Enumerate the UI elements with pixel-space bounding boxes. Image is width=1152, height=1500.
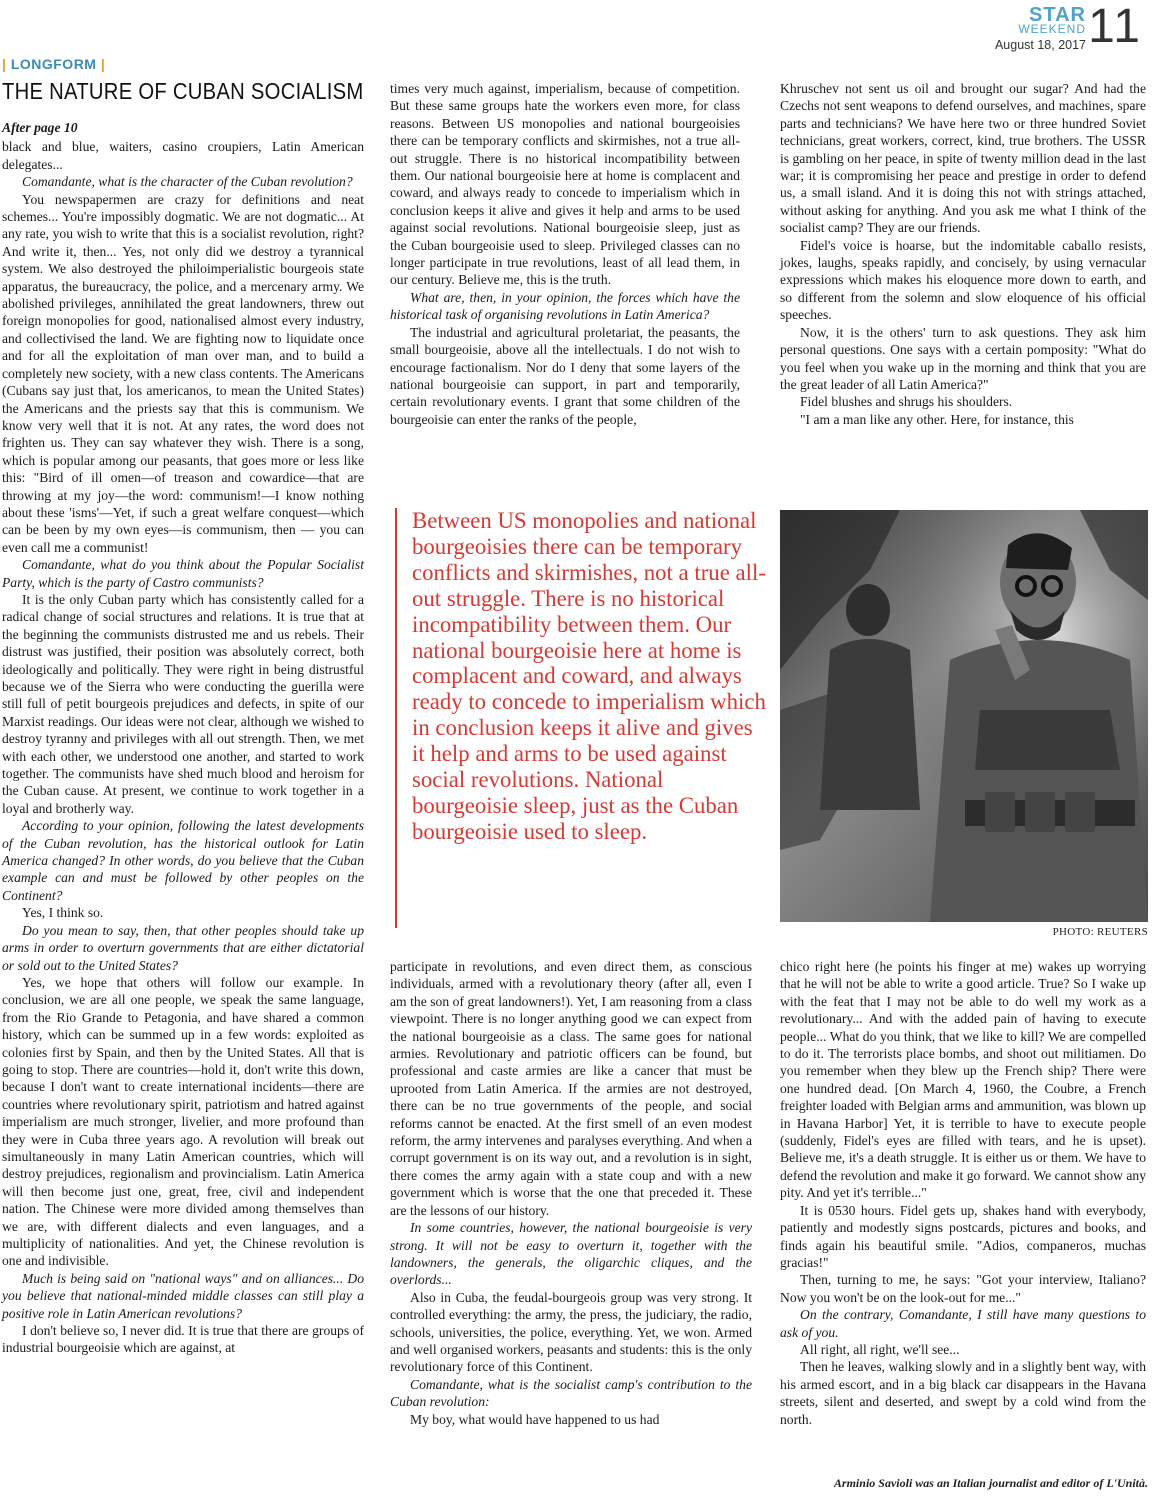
interview-question: Comandante, what do you think about the Popular Socialist Party, which is the party of Castro communists? [2,557,364,590]
interview-question: According to your opinion, following the latest developments of the Cuban revolution, has the historical outlook for Latin America changed? In other words, do you believe that the Cuban example can and must be followed by other peoples on the Continent? [2,818,364,903]
body-paragraph: Fidel's voice is hoarse, but the indomitable caballo resists, jokes, laughs, speaks rapidly, and concisely, by using vernacular expressions which makes his eloquence more down to earth, and so different from the solemn and slow eloquence of his official speeches. [780,237,1146,323]
body-paragraph: It is the only Cuban party which has consistently called for a radical change of social structures and relations. It is true that at the beginning the communists distrusted me and us rebels. Their distrust was justified, their position was absolutely correct, both ideologically and politically. They were right in being distrustful because we of the Sierra who were conducting the guerilla were still full of petit bourgeois prejudices and defects, in spite of our Marxist readings. Our ideas were not clear, although we wished to destroy tyranny and privileges with all out strength. Then, we met with each other, we understood one another, and started to work together. The communists have shed much blood and heroism for the Cuban cause. At present, we continue to work together in a loyal and brotherly way. [2,591,364,816]
interview-question: Do you mean to say, then, that other peoples should take up arms in order to overturn governments that are either dictatorial or sold out to the United States? [2,922,364,973]
body-paragraph: I don't believe so, I never did. It is true that there are groups of industrial bourgeoisie which are against, at [2,1323,364,1356]
section-rubric [2,56,105,72]
issue-date: August 18, 2017 [994,38,1086,52]
body-paragraph: Also in Cuba, the feudal-bourgeois group was very strong. It controlled everything: the army, the press, the judiciary, the radio, schools, universities, the police, everything. Yet, we won. Armed and well organised workers, peasants and students: this is the only revolutionary force of this Continent. [390,1289,752,1375]
body-paragraph: You newspapermen are crazy for definitions and neat schemes... You're impossibly dogmatic. We are not dogmatic... At any rate, you wish to write that this is a socialist revolution, right? And write it, then... Yes, not only did we destroy a tyrannical system. We also destroyed the philoimperialistic bourgeois state apparatus, the bureaucracy, the police, and a mercenary army. We abolished privileges, annihilated the great landowners, threw out foreign monopolies for good, nationalised almost every industry, and collectivised the land. We are fighting now to liquidate once and for all the exploitation of man over man, and to build a completely new society, with a new class contents. The Americans (Cubans say just that, los americanos, to mean the United States) the Americans and the priests say that this is communism. We know very well that it is not. At any rates, the word does not frighten us. They can say whatever they wish. There is a song, which is popular among our peasants, that goes more or less like this: "Bird of ill omen—of treason and cowardice—that are throwing at my joy—the word: communism!—I know nothing about these 'isms'—Yet, if such a great welfare conquest—which can be been by my own eyes—is communism, then — you can even call me a communist! [2,191,364,555]
body-paragraph: It is 0530 hours. Fidel gets up, shakes hand with everybody, patiently and modestly signs postcards, pictures and books, and finds again his beautiful smile. "Adios, companeros, muchas gracias!" [780,1202,1146,1270]
article-column-1 [2,119,364,1357]
body-paragraph: "I am a man like any other. Here, for instance, this [800,411,1074,427]
body-paragraph: The industrial and agricultural proletariat, the peasants, the small bourgeoisie, above all the intellectuals. I do not wish to encourage factionalism. Nor do I deny that some layers of the national bourgeoisie can support, in part and temporarily, certain revolutionary events. I grant that some children of the bourgeoisie can enter the ranks of the people, [390,324,740,427]
pull-quote [395,508,770,928]
column-1-body [2,138,364,1356]
article-column-3-top [780,80,1146,428]
pull-quote-text: Between US monopolies and national bourgeoisies there can be temporary conflicts and skirmishes, not a true all-out struggle. There is no historical incompatibility between them. Our national bourgeoisie here at home is complacent and coward, and always ready to concede to imperialism which in conclusion keeps it alive and gives it help and arms to be used against social revolutions. National bourgeoisie sleep, just as the Cuban bourgeoisie used to sleep. [412,508,766,844]
author-note: Arminio Savioli was an Italian journalist and editor of L'Unità. [833,1476,1148,1490]
body-paragraph: All right, all right, we'll see... [800,1341,960,1357]
body-paragraph: Fidel blushes and shrugs his shoulders. [800,394,1013,410]
photo-credit: PHOTO: REUTERS [1052,926,1148,938]
interview-question: In some countries, however, the national bourgeoisie is very strong. It will not be easy to overturn it, together with the landowners, the generals, the oligarchic cliques, and the overlords... [390,1220,752,1288]
article-headline: THE NATURE OF CUBAN SOCIALISM [2,78,364,104]
body-paragraph: My boy, what would have happened to us had [410,1411,660,1427]
body-paragraph: black and blue, waiters, casino croupiers, Latin American delegates... [2,139,364,172]
body-paragraph: Now, it is the others' turn to ask questions. They ask him personal questions. One says with a certain pomposity: "What do you feel when you wake up in the morning and think that you are the great leader of all Latin America?" [780,324,1146,392]
body-paragraph: Then, turning to me, he says: "Got your interview, Italiano? Now you won't be on the look-out for me..." [780,1272,1146,1305]
interview-question: Much is being said on "national ways" and on alliances... Do you believe that national-minded middle classes can still play a positive role in Latin American revolutions? [2,1270,364,1321]
rubric-label: LONGFORM [10,56,97,72]
body-paragraph: participate in revolutions, and even direct them, as conscious individuals, armed with a revolutionary theory (after all, even I am the son of great landowners!). Yet, I am reasoning from a class viewpoint. There is no longer anything good we can expect from the national bourgeoisie as a class. The same goes for national armies. Revolutionary and patriotic officers can be found, but professional and caste armies are like a cancer that must be uprooted from Latin America. If the armies are not destroyed, there can be no true governments of the people, and social reforms cannot be enacted. At the first smell of an even modest reform, the army intervenes and paralyses everything. And when a corrupt government is on its way out, and a revolution is in sight, there comes the army again with a state coup and with a new government which is worse that the one that preceded it. These are the lessons of our history. [390,959,752,1218]
body-paragraph: times very much against, imperialism, because of competition. But these same groups hate the workers even more, for class reasons. Between US monopolies and national bourgeoisies there can be temporary conflicts and skirmishes, not a true all-out struggle. There is no historical incompatibility between them. Our national bourgeoisie here at home is complacent and coward, and always ready to concede to imperialism which in conclusion keeps it alive and gives it help and arms to be used against social revolutions. National bourgeoisie sleep, just as the Cuban bourgeoisie used to sleep. Privileged classes can no longer participate in true revolutions, least of all lead them, in our century. Believe me, this is the truth. [390,81,740,288]
interview-question: On the contrary, Comandante, I still have many questions to ask of you. [780,1307,1146,1340]
rubric-bar-left: | [2,56,11,72]
jump-line: After page 10 [2,120,78,135]
masthead-brand: STAR [1029,4,1086,26]
interview-question: Comandante, what is the socialist camp's contribution to the Cuban revolution: [390,1376,752,1410]
article-column-2-top [390,80,740,428]
article-photo [780,510,1148,922]
interview-question: Comandante, what is the character of the Cuban revolution? [22,174,353,190]
rubric-bar-right: | [96,56,106,72]
guerrilla-photo-image [780,510,1148,922]
masthead-section: WEEKEND [1018,22,1086,36]
body-paragraph: Yes, we hope that others will follow our example. In conclusion, we are all one people, we speak the same language, from the Rio Grande to Petagonia, and have shared a common history, which can be summed up in a few words: exploited as colonies first by Spain, and then by the United States. All that is going to stop. There are countries—hold it, don't write this down, because I don't want to create international incidents—there are countries where revolutionary spirit, patriotism and hatred against imperialism are much stronger, livelier, and more profound than they were in Cuba three years ago. A revolution will break out simultaneously in many Latin American countries, which will destroy prejudices, regionalism and provincialism. Latin America will then become just one, great, free, civil and independent nation. The Chinese were more divided among themselves than we are, with different dialects and even languages, and a multiplicity of nationalities. And yet, the Chinese revolution is one and indivisible. [2,974,364,1269]
body-paragraph: chico right here (he points his finger at me) wakes up worrying that he will not be able to write a good article. True? So I wake up with the feat that I may not be able to do well my work as a revolutionary... And with the added pain of having to execute people... What do you think, that we like to kill? We are compelled to do it. The terrorists place bombs, and shoot out militiamen. Do you remember when they blew up the French ship? There were one hundred dead. [On March 4, 1960, the Coubre, a French freighter loaded with Belgian arms and ammunition, was blown up in Havana Harbor] Yet, it is terrible to have to execute people (suddenly, Fidel's eyes are filled with tears, and he is upset). Believe me, it's a death struggle. It is either us or them. We have to defend the revolution and make it go forward. We cannot show any pity. And yet it's terrible..." [780,959,1146,1201]
body-paragraph: Khruschev not sent us oil and brought our sugar? And had the Czechs not sent weapons to defend ourselves, and machines, spare parts and technicians? We have here two or three hundred Soviet technicians, great workers, correct, kind, true brothers. The USSR is gambling on her peace, in spite of twenty million dead in the last war; it is compromising her peace and prestige in order to defend us, a small island. And it is doing this not with strings attached, without asking for anything. And you ask me what I think of the socialist camp? They are our friends. [780,81,1146,236]
page-number: 11 [1088,0,1142,53]
article-column-3-bottom [780,958,1146,1428]
interview-question: What are, then, in your opinion, the forces which have the historical task of organising revolutions in Latin America? [390,289,740,323]
article-column-2-bottom [390,958,752,1428]
body-paragraph: Then he leaves, walking slowly and in a slightly bent way, with his armed escort, and in a big black car disappears in the Havana streets, silent and deserted, and swept by a cold wind from the north. [780,1359,1146,1427]
body-paragraph: Yes, I think so. [22,905,104,921]
